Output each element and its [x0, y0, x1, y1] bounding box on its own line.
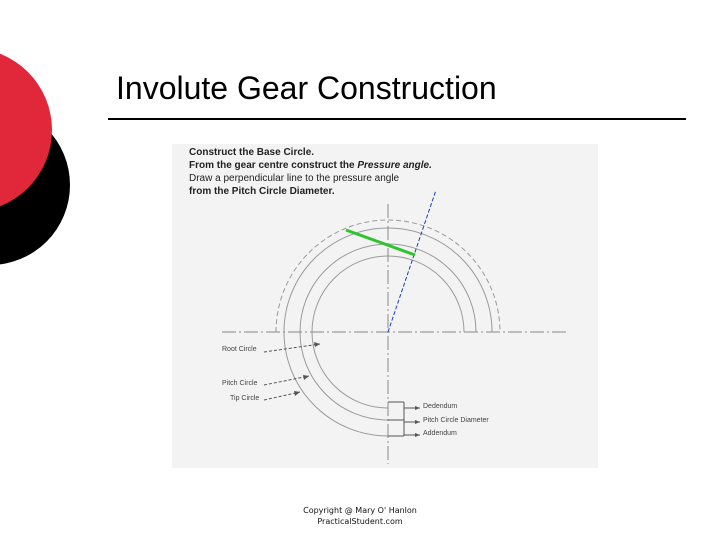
instruction-line-2-prefix: From the gear centre construct the	[189, 160, 358, 171]
pressure-angle-emphasis: Pressure angle.	[357, 160, 432, 171]
pressure-angle-line	[388, 190, 436, 332]
instruction-line-3: Draw a perpendicular line to the pressure angle	[189, 173, 400, 184]
tip-circle-lower-arc	[284, 332, 388, 436]
pcd-arrowhead	[415, 420, 420, 424]
root-circle-label: Root Circle	[222, 346, 257, 353]
pitch-circle-label: Pitch Circle	[222, 380, 258, 387]
decorative-circles	[0, 0, 80, 290]
pitch-circle-diameter-label: Pitch Circle Diameter	[423, 417, 489, 424]
title-underline	[108, 118, 686, 120]
gear-construction-figure	[172, 144, 598, 468]
copyright-footer	[260, 505, 460, 527]
perpendicular-line	[346, 230, 415, 255]
dedendum-arrowhead	[415, 406, 420, 410]
addendum-label: Addendum	[423, 430, 457, 437]
root-circle-leader	[264, 344, 320, 352]
site-text: PracticalStudent.com	[317, 517, 403, 526]
copyright-text: Copyright @ Mary O' Hanlon	[303, 506, 417, 515]
instruction-line-4: from the Pitch Circle Diameter.	[189, 186, 335, 197]
addendum-arrowhead	[415, 433, 420, 437]
dedendum-label: Dedendum	[423, 403, 458, 410]
slide-title: Involute Gear Construction	[116, 70, 497, 106]
instruction-line-1: Construct the Base Circle.	[189, 147, 315, 158]
pitch-circle-leader	[264, 376, 309, 385]
instruction-line-2	[189, 159, 432, 172]
root-circle-arrowhead	[314, 342, 320, 347]
construction-instructions	[189, 146, 432, 198]
tip-circle-label: Tip Circle	[230, 395, 260, 402]
root-circle-lower-arc	[312, 332, 388, 408]
